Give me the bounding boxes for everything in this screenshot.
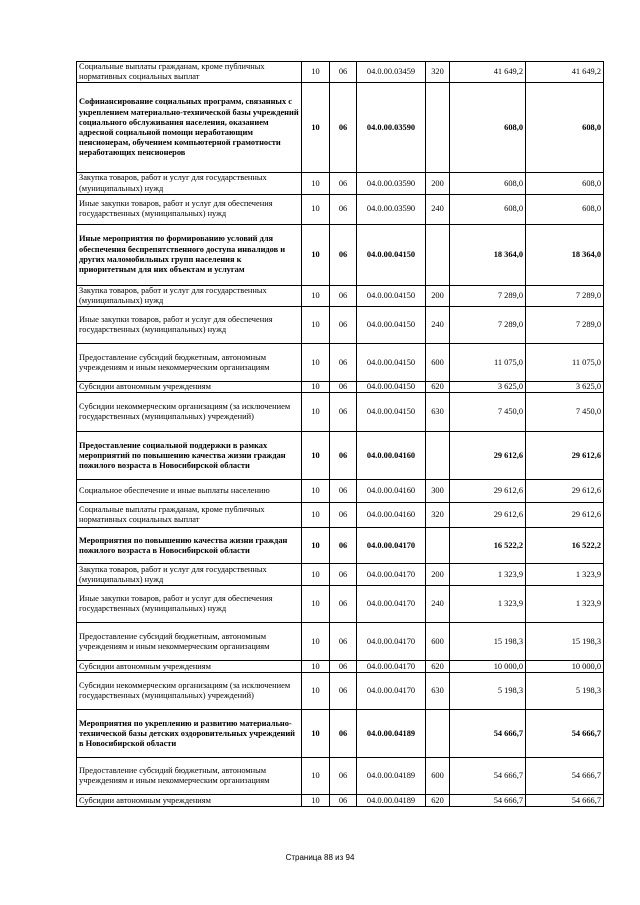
table-row <box>77 503 604 528</box>
row-amount-2: 29 612,6 <box>526 480 604 503</box>
row-amount-2: 5 198,3 <box>526 673 604 710</box>
table-row <box>77 83 604 173</box>
row-subsection: 06 <box>330 661 357 673</box>
row-section: 10 <box>302 673 330 710</box>
row-name: Закупка товаров, работ и услуг для государственных (муниципальных) нужд <box>77 173 302 194</box>
row-amount-1: 16 522,2 <box>450 528 526 564</box>
table-row <box>77 393 604 432</box>
row-target-article: 04.0.00.03459 <box>357 62 426 83</box>
row-amount-1: 7 289,0 <box>450 307 526 344</box>
row-target-article: 04.0.00.04189 <box>357 710 426 758</box>
row-section: 10 <box>302 564 330 586</box>
row-subsection: 06 <box>330 285 357 306</box>
row-amount-1: 29 612,6 <box>450 503 526 528</box>
row-section: 10 <box>302 586 330 623</box>
row-expense-type: 320 <box>426 62 450 83</box>
row-amount-1: 608,0 <box>450 194 526 224</box>
row-amount-2: 7 450,0 <box>526 393 604 432</box>
table-row <box>77 344 604 382</box>
row-target-article: 04.0.00.04170 <box>357 623 426 661</box>
row-name: Закупка товаров, работ и услуг для государственных (муниципальных) нужд <box>77 285 302 306</box>
row-amount-1: 54 666,7 <box>450 758 526 795</box>
row-name: Социальные выплаты гражданам, кроме публичных нормативных социальных выплат <box>77 503 302 528</box>
row-amount-1: 41 649,2 <box>450 62 526 83</box>
row-subsection: 06 <box>330 194 357 224</box>
row-expense-type <box>426 432 450 480</box>
row-name: Мероприятия по укреплению и развитию материально-технической базы детских оздоровительных учреждений в Новосибирской области <box>77 710 302 758</box>
row-name: Иные мероприятия по формированию условий для обеспечения беспрепятственного доступа инвалидов и других маломобильных групп населения к приоритетным для них объектам и услугам <box>77 224 302 285</box>
row-expense-type: 600 <box>426 344 450 382</box>
row-amount-2: 54 666,7 <box>526 710 604 758</box>
table-row <box>77 194 604 224</box>
row-amount-1: 54 666,7 <box>450 710 526 758</box>
row-subsection: 06 <box>330 307 357 344</box>
row-amount-2: 29 612,6 <box>526 432 604 480</box>
row-subsection: 06 <box>330 623 357 661</box>
row-name: Предоставление субсидий бюджетным, автономным учреждениям и иным некоммерческим организациям <box>77 623 302 661</box>
row-section: 10 <box>302 795 330 807</box>
row-target-article: 04.0.00.04160 <box>357 503 426 528</box>
row-name: Предоставление субсидий бюджетным, автономным учреждениям и иным некоммерческим организациям <box>77 344 302 382</box>
table-row <box>77 62 604 83</box>
row-name: Субсидии автономным учреждениям <box>77 382 302 393</box>
row-name: Субсидии некоммерческим организациям (за исключением государственных (муниципальных) учреждений) <box>77 673 302 710</box>
row-expense-type <box>426 83 450 173</box>
row-expense-type: 600 <box>426 623 450 661</box>
row-amount-1: 1 323,9 <box>450 564 526 586</box>
row-target-article: 04.0.00.04189 <box>357 758 426 795</box>
row-name: Мероприятия по повышению качества жизни граждан пожилого возраста в Новосибирской области <box>77 528 302 564</box>
row-name: Иные закупки товаров, работ и услуг для обеспечения государственных (муниципальных) нужд <box>77 307 302 344</box>
row-subsection: 06 <box>330 62 357 83</box>
row-expense-type: 620 <box>426 382 450 393</box>
row-amount-1: 10 000,0 <box>450 661 526 673</box>
row-amount-2: 41 649,2 <box>526 62 604 83</box>
budget-table <box>76 61 604 807</box>
row-amount-2: 608,0 <box>526 194 604 224</box>
row-target-article: 04.0.00.03590 <box>357 173 426 194</box>
row-target-article: 04.0.00.04170 <box>357 673 426 710</box>
row-expense-type <box>426 224 450 285</box>
row-section: 10 <box>302 307 330 344</box>
row-amount-1: 608,0 <box>450 83 526 173</box>
row-target-article: 04.0.00.04150 <box>357 307 426 344</box>
row-name: Субсидии некоммерческим организациям (за исключением государственных (муниципальных) учреждений) <box>77 393 302 432</box>
table-row <box>77 528 604 564</box>
row-amount-1: 1 323,9 <box>450 586 526 623</box>
row-target-article: 04.0.00.04170 <box>357 586 426 623</box>
row-target-article: 04.0.00.04150 <box>357 344 426 382</box>
row-name: Софинансирование социальных программ, связанных с укреплением материально-технической базы учреждений социального обслуживания населения, оказанием адресной социальной помощи неработающим пенсионерам, обучением компьютерной грамотности неработающих пенсионеров <box>77 83 302 173</box>
budget-table-body <box>77 62 604 807</box>
row-section: 10 <box>302 173 330 194</box>
row-amount-1: 29 612,6 <box>450 480 526 503</box>
row-amount-2: 3 625,0 <box>526 382 604 393</box>
row-name: Иные закупки товаров, работ и услуг для обеспечения государственных (муниципальных) нужд <box>77 586 302 623</box>
row-subsection: 06 <box>330 564 357 586</box>
row-expense-type: 620 <box>426 795 450 807</box>
row-amount-1: 5 198,3 <box>450 673 526 710</box>
row-name: Иные закупки товаров, работ и услуг для обеспечения государственных (муниципальных) нужд <box>77 194 302 224</box>
row-section: 10 <box>302 710 330 758</box>
row-amount-2: 1 323,9 <box>526 564 604 586</box>
row-section: 10 <box>302 83 330 173</box>
row-target-article: 04.0.00.04170 <box>357 661 426 673</box>
row-section: 10 <box>302 393 330 432</box>
row-amount-2: 608,0 <box>526 173 604 194</box>
row-name: Субсидии автономным учреждениям <box>77 661 302 673</box>
row-target-article: 04.0.00.04150 <box>357 285 426 306</box>
row-target-article: 04.0.00.04150 <box>357 224 426 285</box>
table-row <box>77 795 604 807</box>
row-amount-1: 7 450,0 <box>450 393 526 432</box>
row-expense-type <box>426 710 450 758</box>
row-name: Социальные выплаты гражданам, кроме публичных нормативных социальных выплат <box>77 62 302 83</box>
row-amount-1: 7 289,0 <box>450 285 526 306</box>
row-amount-2: 54 666,7 <box>526 758 604 795</box>
row-amount-2: 7 289,0 <box>526 307 604 344</box>
row-section: 10 <box>302 758 330 795</box>
row-amount-2: 7 289,0 <box>526 285 604 306</box>
table-row <box>77 758 604 795</box>
table-row <box>77 480 604 503</box>
row-target-article: 04.0.00.04170 <box>357 528 426 564</box>
table-row <box>77 623 604 661</box>
row-expense-type: 600 <box>426 758 450 795</box>
row-subsection: 06 <box>330 224 357 285</box>
row-expense-type: 240 <box>426 586 450 623</box>
row-section: 10 <box>302 661 330 673</box>
row-name: Предоставление социальной поддержки в рамках мероприятий по повышению качества жизни граждан пожилого возраста в Новосибирской области <box>77 432 302 480</box>
row-section: 10 <box>302 344 330 382</box>
row-target-article: 04.0.00.04170 <box>357 564 426 586</box>
row-section: 10 <box>302 194 330 224</box>
row-subsection: 06 <box>330 83 357 173</box>
row-amount-2: 608,0 <box>526 83 604 173</box>
row-amount-2: 1 323,9 <box>526 586 604 623</box>
row-amount-1: 608,0 <box>450 173 526 194</box>
row-section: 10 <box>302 528 330 564</box>
table-row <box>77 307 604 344</box>
row-expense-type: 240 <box>426 307 450 344</box>
row-expense-type: 200 <box>426 173 450 194</box>
row-section: 10 <box>302 382 330 393</box>
table-row <box>77 285 604 306</box>
table-row <box>77 224 604 285</box>
row-name: Закупка товаров, работ и услуг для государственных (муниципальных) нужд <box>77 564 302 586</box>
row-target-article: 04.0.00.04150 <box>357 393 426 432</box>
row-target-article: 04.0.00.03590 <box>357 83 426 173</box>
row-amount-2: 54 666,7 <box>526 795 604 807</box>
row-subsection: 06 <box>330 480 357 503</box>
row-target-article: 04.0.00.03590 <box>357 194 426 224</box>
table-row <box>77 432 604 480</box>
table-row <box>77 382 604 393</box>
row-target-article: 04.0.00.04150 <box>357 382 426 393</box>
row-section: 10 <box>302 432 330 480</box>
row-section: 10 <box>302 623 330 661</box>
row-section: 10 <box>302 285 330 306</box>
row-amount-1: 54 666,7 <box>450 795 526 807</box>
table-row <box>77 564 604 586</box>
row-expense-type: 200 <box>426 285 450 306</box>
row-amount-1: 15 198,3 <box>450 623 526 661</box>
row-name: Предоставление субсидий бюджетным, автономным учреждениям и иным некоммерческим организациям <box>77 758 302 795</box>
row-section: 10 <box>302 224 330 285</box>
row-amount-2: 18 364,0 <box>526 224 604 285</box>
row-expense-type: 300 <box>426 480 450 503</box>
row-subsection: 06 <box>330 795 357 807</box>
row-target-article: 04.0.00.04160 <box>357 432 426 480</box>
row-subsection: 06 <box>330 503 357 528</box>
row-amount-2: 11 075,0 <box>526 344 604 382</box>
table-row <box>77 673 604 710</box>
row-expense-type <box>426 528 450 564</box>
table-row <box>77 586 604 623</box>
row-target-article: 04.0.00.04160 <box>357 480 426 503</box>
row-subsection: 06 <box>330 673 357 710</box>
row-expense-type: 630 <box>426 393 450 432</box>
row-amount-1: 11 075,0 <box>450 344 526 382</box>
row-amount-2: 29 612,6 <box>526 503 604 528</box>
row-amount-2: 16 522,2 <box>526 528 604 564</box>
row-subsection: 06 <box>330 586 357 623</box>
table-row <box>77 710 604 758</box>
row-expense-type: 240 <box>426 194 450 224</box>
row-subsection: 06 <box>330 710 357 758</box>
table-row <box>77 173 604 194</box>
row-name: Субсидии автономным учреждениям <box>77 795 302 807</box>
page-footer: Страница 88 из 94 <box>285 853 355 862</box>
row-section: 10 <box>302 503 330 528</box>
row-subsection: 06 <box>330 344 357 382</box>
row-amount-2: 15 198,3 <box>526 623 604 661</box>
row-subsection: 06 <box>330 382 357 393</box>
row-subsection: 06 <box>330 393 357 432</box>
row-amount-1: 18 364,0 <box>450 224 526 285</box>
row-subsection: 06 <box>330 173 357 194</box>
row-expense-type: 320 <box>426 503 450 528</box>
row-amount-1: 3 625,0 <box>450 382 526 393</box>
row-subsection: 06 <box>330 758 357 795</box>
row-amount-2: 10 000,0 <box>526 661 604 673</box>
row-name: Социальное обеспечение и иные выплаты населению <box>77 480 302 503</box>
row-amount-1: 29 612,6 <box>450 432 526 480</box>
row-expense-type: 630 <box>426 673 450 710</box>
row-expense-type: 200 <box>426 564 450 586</box>
row-expense-type: 620 <box>426 661 450 673</box>
row-section: 10 <box>302 62 330 83</box>
row-target-article: 04.0.00.04189 <box>357 795 426 807</box>
row-subsection: 06 <box>330 528 357 564</box>
row-section: 10 <box>302 480 330 503</box>
table-row <box>77 661 604 673</box>
row-subsection: 06 <box>330 432 357 480</box>
